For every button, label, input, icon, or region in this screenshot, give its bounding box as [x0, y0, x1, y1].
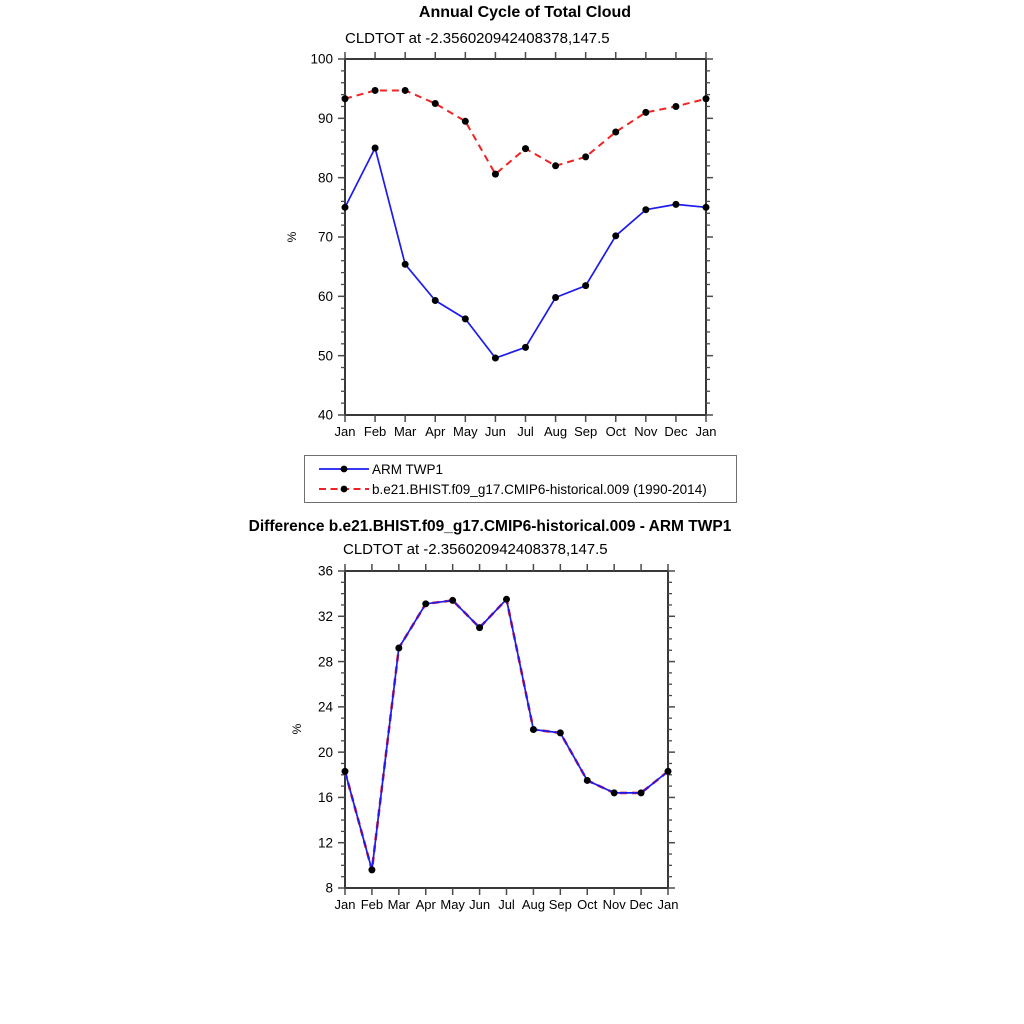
x-tick-label: Jan	[334, 424, 356, 439]
data-point-marker	[611, 789, 618, 796]
legend-box	[304, 455, 737, 503]
x-tick-label: Jan	[695, 424, 717, 439]
data-point-marker	[422, 600, 429, 607]
data-point-marker	[462, 315, 469, 322]
data-point-marker	[368, 866, 375, 873]
x-tick-label: Aug	[544, 424, 568, 439]
data-point-marker	[582, 153, 589, 160]
x-tick-label: Jul	[498, 897, 515, 912]
data-point-marker	[432, 100, 439, 107]
data-point-marker	[503, 596, 510, 603]
data-point-marker	[449, 597, 456, 604]
y-tick-label: 24	[317, 699, 333, 715]
data-point-marker	[672, 201, 679, 208]
x-tick-label: Mar	[393, 424, 417, 439]
x-tick-label: Jul	[517, 424, 534, 439]
data-point-marker	[584, 777, 591, 784]
y-tick-label: 20	[317, 744, 333, 760]
data-point-marker	[703, 204, 710, 211]
x-tick-label: Feb	[360, 897, 384, 912]
x-tick-label: Jun	[484, 424, 506, 439]
top-chart-title: Annual Cycle of Total Cloud	[418, 4, 632, 21]
y-tick-label: 80	[317, 170, 333, 186]
data-point-marker	[522, 344, 529, 351]
legend-label-arm-twp1: ARM TWP1	[372, 461, 444, 477]
plot-frame	[345, 59, 706, 415]
legend-dashed-line-sample	[318, 483, 370, 495]
data-point-marker	[530, 726, 537, 733]
x-tick-label: Nov	[634, 424, 658, 439]
y-tick-label: 90	[317, 111, 333, 127]
x-tick-label: Apr	[425, 424, 446, 439]
data-point-marker	[552, 162, 559, 169]
y-tick-label: 28	[317, 654, 333, 670]
data-point-marker	[432, 297, 439, 304]
bottom-chart-title: Difference b.e21.BHIST.f09_g17.CMIP6-historical.009 - ARM TWP1	[248, 518, 732, 535]
data-point-marker	[462, 118, 469, 125]
y-tick-label: 100	[310, 51, 333, 67]
y-axis-label: %	[285, 231, 299, 243]
y-tick-label: 60	[317, 289, 333, 305]
x-tick-label: Feb	[363, 424, 387, 439]
data-point-marker	[638, 789, 645, 796]
data-point-marker	[492, 355, 499, 362]
series-line-arm-twp1	[345, 148, 706, 358]
bottom-chart-subtitle: CLDTOT at -2.356020942408378,147.5	[343, 541, 608, 558]
y-tick-label: 8	[325, 880, 333, 896]
y-tick-label: 32	[317, 609, 333, 625]
data-point-marker	[342, 95, 349, 102]
x-tick-label: Oct	[577, 897, 598, 912]
y-tick-label: 40	[317, 407, 333, 423]
data-point-marker	[612, 232, 619, 239]
data-point-marker	[703, 95, 710, 102]
plot-frame	[345, 571, 668, 888]
data-point-marker	[612, 128, 619, 135]
legend-entry-arm-twp1	[318, 459, 736, 479]
x-tick-label: Apr	[415, 897, 436, 912]
legend-label-model: b.e21.BHIST.f09_g17.CMIP6-historical.009 (1990-2014)	[372, 481, 707, 497]
data-point-marker	[642, 109, 649, 116]
data-point-marker	[402, 87, 409, 94]
data-point-marker	[552, 294, 559, 301]
x-tick-label: Mar	[387, 897, 411, 912]
x-tick-label: Nov	[602, 897, 626, 912]
x-tick-label: Jun	[469, 897, 491, 912]
data-point-marker	[395, 644, 402, 651]
x-tick-label: Jan	[657, 897, 679, 912]
data-point-marker	[372, 87, 379, 94]
x-tick-label: May	[440, 897, 465, 912]
x-tick-label: Oct	[605, 424, 626, 439]
series-line-difference	[345, 599, 668, 870]
data-point-marker	[476, 624, 483, 631]
series-line-model	[345, 90, 706, 174]
y-tick-label: 70	[317, 229, 333, 245]
x-tick-label: Sep	[574, 424, 598, 439]
x-tick-label: Dec	[664, 424, 688, 439]
y-tick-label: 36	[317, 563, 333, 579]
legend-entry-model	[318, 479, 736, 499]
legend-marker-dot	[341, 466, 348, 473]
data-point-marker	[492, 171, 499, 178]
y-axis-label: %	[290, 723, 304, 735]
data-point-marker	[522, 145, 529, 152]
x-tick-label: Sep	[548, 897, 572, 912]
series-line-difference	[345, 599, 668, 870]
x-tick-label: Aug	[521, 897, 545, 912]
data-point-marker	[642, 206, 649, 213]
data-point-marker	[665, 768, 672, 775]
x-tick-label: May	[453, 424, 478, 439]
data-point-marker	[372, 145, 379, 152]
legend-marker-dot	[341, 486, 348, 493]
y-tick-label: 12	[317, 835, 333, 851]
top-chart-subtitle: CLDTOT at -2.356020942408378,147.5	[345, 30, 610, 47]
x-tick-label: Jan	[334, 897, 356, 912]
x-tick-label: Dec	[629, 897, 653, 912]
data-point-marker	[402, 261, 409, 268]
data-point-marker	[672, 103, 679, 110]
y-tick-label: 16	[317, 790, 333, 806]
data-point-marker	[557, 729, 564, 736]
y-tick-label: 50	[317, 348, 333, 364]
data-point-marker	[342, 768, 349, 775]
data-point-marker	[342, 204, 349, 211]
data-point-marker	[582, 282, 589, 289]
legend-solid-line-sample	[318, 463, 370, 475]
